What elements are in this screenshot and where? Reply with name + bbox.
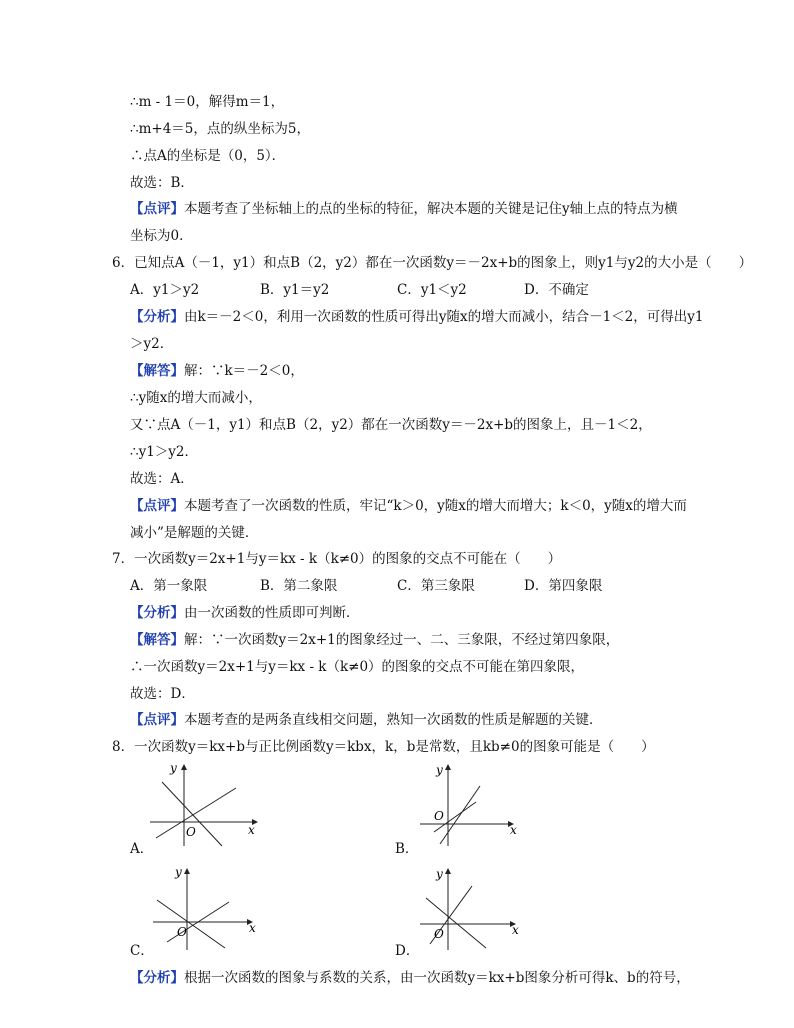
answer-tag: 【解答】 (130, 632, 184, 648)
analysis-text: 由k＝－2＜0，利用一次函数的性质可得出y随x的增大而减小，结合－1＜2，可得出y1 (184, 309, 704, 325)
graph-d-figure (412, 862, 532, 952)
q6-option-d: D．不确定 (524, 282, 589, 298)
x-label: x (249, 921, 256, 935)
y-label: y (436, 867, 443, 881)
graph-d-label: D． (395, 943, 420, 959)
answer-line (130, 362, 304, 380)
analysis-tag: 【分析】 (130, 309, 184, 325)
analysis-text: 由一次函数的性质即可判断． (184, 605, 360, 621)
line-1 (440, 786, 480, 844)
y-axis-arrow (445, 868, 451, 874)
origin-label: O (177, 925, 187, 939)
comment-text: 本题考查了坐标轴上的点的坐标的特征，解决本题的关键是记住y轴上点的特点为横 (184, 201, 678, 217)
text-line: ∴一次函数y＝2x+1与y＝kx - k（k≠0）的图象的交点不可能在第四象限， (130, 659, 585, 675)
answer-line (130, 631, 619, 649)
graph-c-figure (145, 862, 275, 952)
q7-option-d: D．第四象限 (524, 578, 603, 594)
y-label: y (170, 761, 177, 775)
answer-text: 解：∵k＝－2＜0， (184, 363, 304, 379)
graph-b-label: B． (395, 841, 419, 857)
answer-tag: 【解答】 (130, 363, 184, 379)
analysis-text: 根据一次函数的图象与系数的关系，由一次函数y＝kx+b图象分析可得k、b的符号， (184, 970, 690, 986)
x-label: x (248, 823, 255, 837)
answer-text: 解：∵一次函数y＝2x+1的图象经过一、二、三象限，不经过第四象限， (184, 632, 620, 648)
y-axis-arrow (184, 868, 190, 874)
q6-option-a: A．y1＞y2 (130, 282, 200, 298)
comment-tag: 【点评】 (130, 201, 184, 217)
text-line: ∴点A的坐标是（0，5）． (130, 148, 286, 164)
analysis-line (130, 604, 360, 622)
comment-line (130, 711, 603, 729)
text-line: ∴m - 1＝0，解得m＝1， (130, 94, 285, 110)
origin-label: O (434, 927, 444, 941)
analysis-line (130, 308, 704, 326)
graph-b-figure (410, 758, 530, 848)
line-2 (156, 788, 236, 838)
q7-option-b: B．第二象限 (260, 578, 338, 594)
analysis-tag: 【分析】 (130, 970, 184, 986)
text-line: 又∵点A（－1，y1）和点B（2，y2）都在一次函数y＝－2x+b的图象上，且－1＜2， (130, 417, 652, 433)
origin-label: O (186, 825, 196, 839)
text-line: 故选：B． (130, 175, 194, 191)
q7-option-c: C．第三象限 (397, 578, 475, 594)
x-label: x (512, 923, 519, 937)
question-7: 7．一次函数y＝2x+1与y＝kx - k（k≠0）的图象的交点不可能在（ ） (112, 551, 562, 567)
q6-option-c: C．y1＜y2 (397, 282, 467, 298)
graph-c-label: C． (130, 943, 154, 959)
y-axis-arrow (181, 764, 187, 770)
q7-option-a: A．第一象限 (130, 578, 208, 594)
line-1 (157, 900, 225, 948)
x-label: x (510, 823, 517, 837)
analysis-tag: 【分析】 (130, 605, 184, 621)
y-label: y (175, 865, 182, 879)
text-line: 故选：D． (130, 686, 195, 702)
text-line: ∴y随x的增大而减小， (130, 390, 262, 406)
comment-text: 本题考查的是两条直线相交问题，熟知一次函数的性质是解题的关键． (184, 712, 603, 728)
analysis-line (130, 969, 690, 987)
comment-tag: 【点评】 (130, 498, 184, 514)
y-label: y (436, 763, 443, 777)
graph-a-figure (140, 758, 270, 848)
graph-a-label: A． (130, 841, 154, 857)
comment-tag: 【点评】 (130, 712, 184, 728)
text-line: 减小”是解题的关键． (130, 525, 259, 541)
text-line: ∴m+4＝5，点的纵坐标为5， (130, 121, 310, 137)
origin-label: O (434, 809, 444, 823)
text-line: ＞y2． (130, 336, 174, 352)
q6-option-b: B．y1＝y2 (260, 282, 330, 298)
text-line: 坐标为0． (130, 228, 193, 244)
text-line: ∴y1＞y2． (130, 444, 199, 460)
question-6: 6．已知点A（－1，y1）和点B（2，y2）都在一次函数y＝－2x+b的图象上，则y1与y2的大小是（ ） (112, 255, 753, 271)
comment-line (130, 497, 687, 515)
text-line: 故选：A． (130, 471, 194, 487)
y-axis-arrow (445, 764, 451, 770)
comment-line (130, 200, 678, 218)
comment-text: 本题考查了一次函数的性质，牢记“k＞0，y随x的增大而增大；k＜0，y随x的增大而 (184, 498, 687, 514)
question-8: 8．一次函数y＝kx+b与正比例函数y＝kbx，k，b是常数，且kb≠0的图象可能是（ ） (112, 739, 655, 755)
